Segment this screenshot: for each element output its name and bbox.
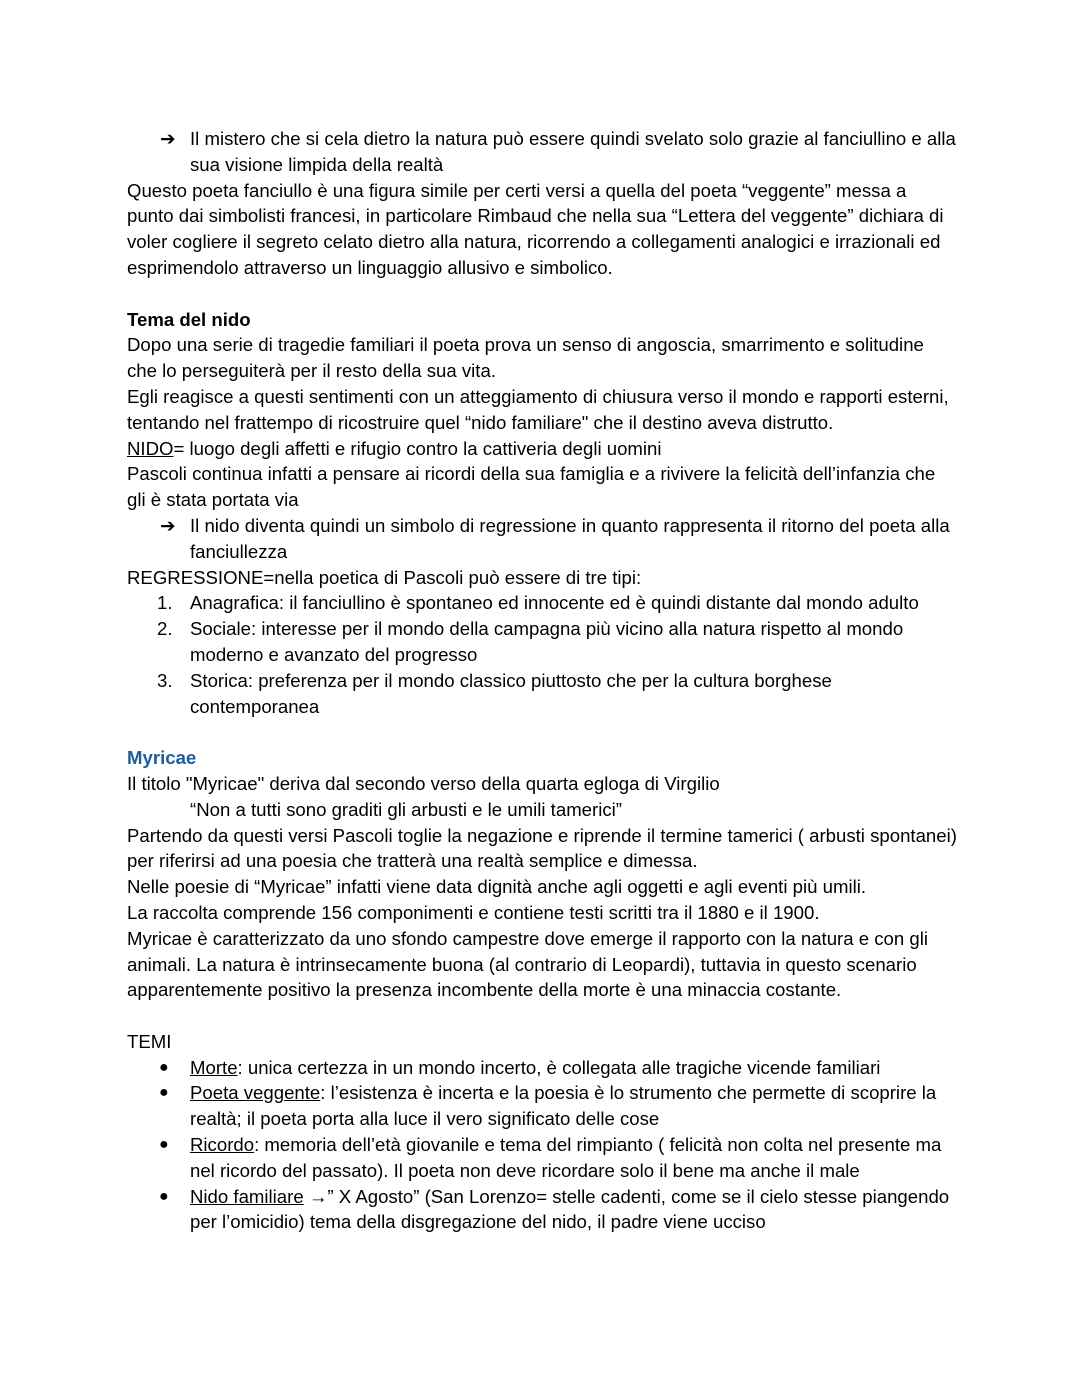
list-item-text: Anagrafica: il fanciullino è spontaneo ed innocente ed è quindi distante dal mondo adulto	[190, 592, 919, 614]
bullet-list	[127, 1055, 957, 1236]
bullet-icon: ●	[159, 1187, 169, 1205]
arrow-icon: ➔	[160, 128, 176, 149]
numbered-list-item	[127, 590, 957, 616]
paragraph: Partendo da questi versi Pascoli toglie la negazione e riprende il termine tamerici ( arbusti spontanei) per riferirsi ad una poesia che tratterà una realtà semplice e dimessa.	[127, 824, 957, 872]
bullet-text: : memoria dell’età giovanile e tema del rimpianto ( felicità non colta nel presente ma nel ricordo del passato). Il poeta non deve ricordare solo il bene ma anche il male	[190, 1134, 942, 1181]
arrow-list-item	[127, 513, 957, 565]
list-item-text: Storica: preferenza per il mondo classico piuttosto che per la cultura borghese contemporanea	[190, 669, 832, 717]
definition-term: NIDO	[127, 437, 174, 459]
bullet-term: Ricordo	[190, 1134, 255, 1156]
definition-text: = luogo degli affetti e rifugio contro la cattiveria degli uomini	[173, 437, 662, 459]
paragraph: REGRESSIONE=nella poetica di Pascoli può essere di tre tipi:	[127, 566, 642, 588]
section-heading: Tema del nido	[127, 308, 251, 330]
bullet-list-item	[127, 1184, 957, 1236]
list-number: 2.	[157, 618, 173, 640]
definition-line	[127, 436, 957, 462]
paragraph: La raccolta comprende 156 componimenti e contiene testi scritti tra il 1880 e il 1900.	[127, 901, 820, 923]
document-content	[127, 126, 957, 1235]
numbered-list	[127, 590, 957, 719]
arrow-item-text: Il nido diventa quindi un simbolo di regressione in quanto rappresenta il ritorno del poeta alla fanciullezza	[190, 514, 950, 562]
bullet-text: : unica certezza in un mondo incerto, è collegata alle tragiche vicende familiari	[237, 1056, 881, 1078]
bullet-term: Poeta veggente	[190, 1082, 321, 1104]
bullet-list-item	[127, 1132, 957, 1184]
numbered-list-item	[127, 616, 957, 668]
bullet-list-item	[127, 1055, 957, 1081]
arrow-item-text: Il mistero che si cela dietro la natura può essere quindi svelato solo grazie al fanciullino e alla sua visione limpida della realtà	[190, 128, 956, 175]
bullet-list-item	[127, 1080, 957, 1132]
bullet-text: →” X Agosto” (San Lorenzo= stelle cadenti, come se il cielo stesse piangendo per l’omicidio) tema della disgregazione del nido, il padre viene ucciso	[190, 1185, 950, 1233]
list-number: 3.	[157, 669, 173, 691]
paragraph: Dopo una serie di tragedie familiari il poeta prova un senso di angoscia, smarrimento e solitudine che lo perseguiterà per il resto della sua vita.	[127, 334, 924, 382]
numbered-list-item	[127, 668, 957, 720]
paragraph: Questo poeta fanciullo è una figura simile per certi versi a quella del poeta “veggente” messa a punto dai simbolisti francesi, in particolare Rimbaud che nella sua “Lettera del veggente” dichiara di voler cogliere il segreto celato dietro alla natura, ricorrendo a collegamenti analogici e irrazionali ed esprimendolo attraverso un linguaggio allusivo e simbolico.	[127, 179, 944, 278]
paragraph: Pascoli continua infatti a pensare ai ricordi della sua famiglia e a rivivere la felicità dell’infanzia che gli è stata portata via	[127, 463, 936, 511]
arrow-icon: ➔	[160, 514, 176, 536]
section-heading: Myricae	[127, 747, 197, 769]
arrow-list	[127, 513, 957, 565]
paragraph: Nelle poesie di “Myricae” infatti viene data dignità anche agli oggetti e agli eventi più umili.	[127, 876, 867, 898]
section-heading: TEMI	[127, 1030, 172, 1052]
list-number: 1.	[157, 592, 173, 614]
bullet-term: Morte	[190, 1056, 238, 1078]
paragraph: Myricae è caratterizzato da uno sfondo campestre dove emerge il rapporto con la natura e con gli animali. La natura è intrinsecamente buona (al contrario di Leopardi), tuttavia in questo scenario apparentemente positivo la presenza incombente della morte è una minaccia costante.	[127, 927, 929, 1001]
quote: “Non a tutti sono graditi gli arbusti e le umili tamerici”	[190, 798, 622, 820]
paragraph: Il titolo "Myricae" deriva dal secondo verso della quarta egloga di Virgilio	[127, 772, 720, 794]
bullet-term: Nido familiare	[190, 1185, 304, 1207]
bullet-icon: ●	[159, 1084, 169, 1102]
arrow-list-item	[127, 126, 957, 178]
paragraph: Egli reagisce a questi sentimenti con un atteggiamento di chiusura verso il mondo e rapporti esterni, tentando nel frattempo di ricostruire quel “nido familiare" che il destino aveva distrutto.	[127, 385, 949, 433]
list-item-text: Sociale: interesse per il mondo della campagna più vicino alla natura rispetto al mondo moderno e avanzato del progresso	[190, 618, 904, 665]
bullet-icon: ●	[159, 1136, 169, 1154]
bullet-icon: ●	[159, 1058, 169, 1076]
bullet-text: : l’esistenza è incerta e la poesia è lo strumento che permette di scoprire la realtà; il poeta porta alla luce il vero significato delle cose	[190, 1082, 937, 1130]
arrow-list	[127, 126, 957, 178]
